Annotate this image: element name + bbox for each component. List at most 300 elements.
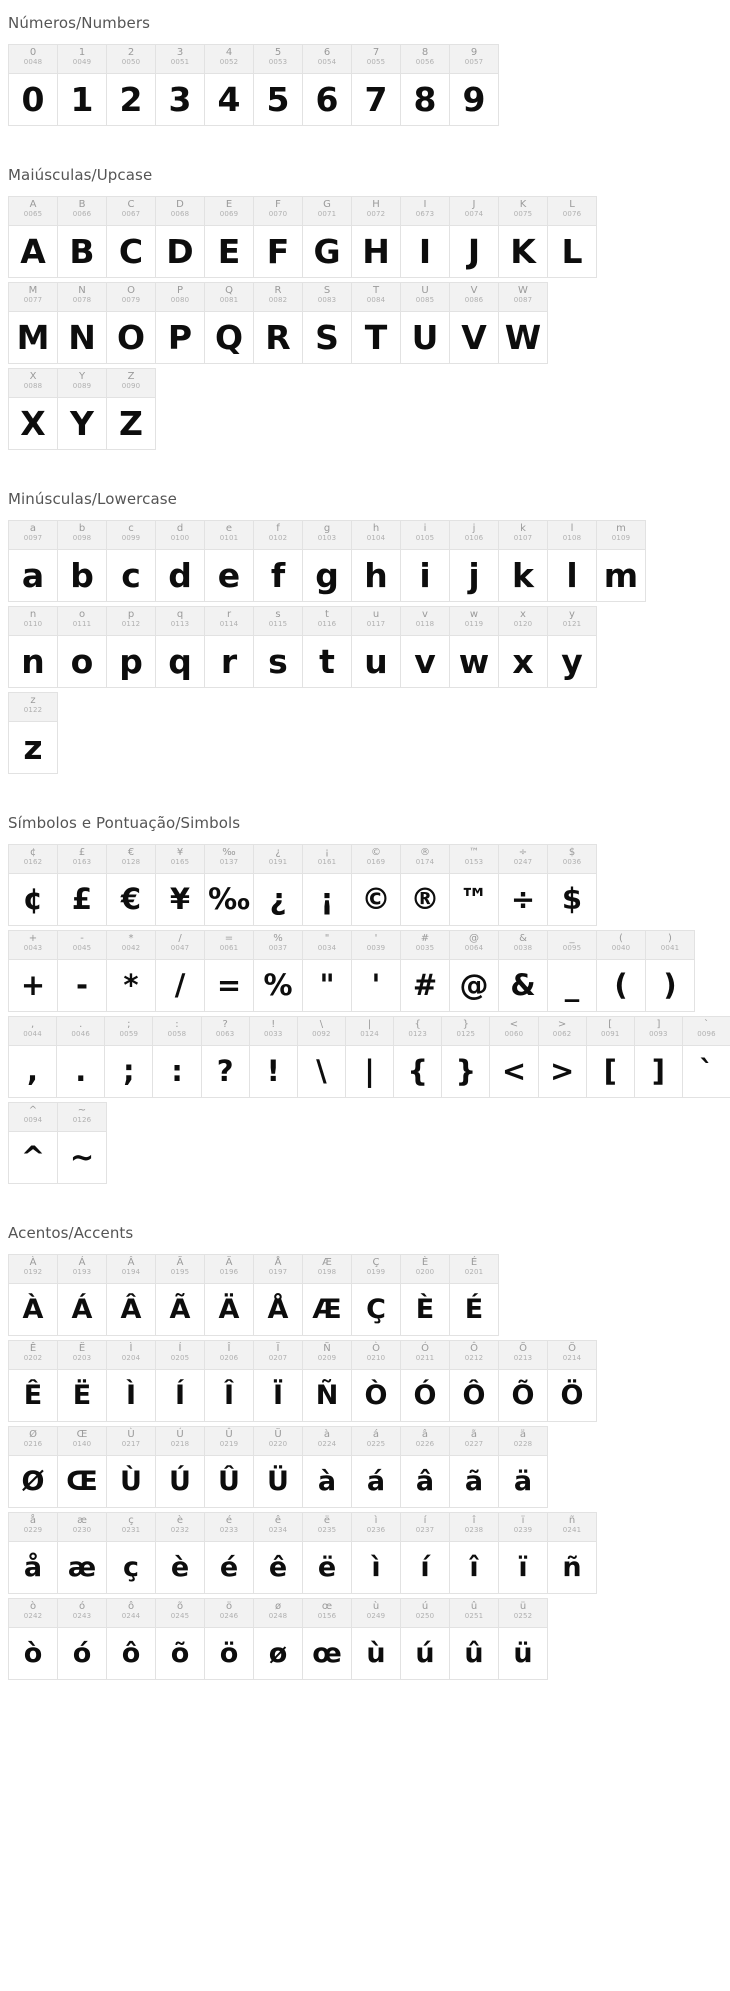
- glyph-code: 0104: [366, 534, 386, 542]
- glyph-cell[interactable]: [8, 1102, 58, 1184]
- glyph-char-large: £: [71, 882, 93, 916]
- glyph-code: 0038: [513, 944, 533, 952]
- glyph-code: 0048: [23, 58, 43, 66]
- glyph-cell[interactable]: [498, 844, 548, 926]
- glyph-meta: [401, 283, 449, 312]
- glyph-char-small: Å: [274, 1257, 282, 1268]
- glyph-char-large: a: [21, 556, 45, 595]
- glyph-cell[interactable]: [56, 1016, 105, 1098]
- glyph-cell[interactable]: [106, 1598, 156, 1680]
- glyph-cell[interactable]: [106, 196, 156, 278]
- glyph-cell[interactable]: [547, 1512, 597, 1594]
- glyph-cell[interactable]: [547, 196, 597, 278]
- glyph-cell[interactable]: [8, 1512, 58, 1594]
- glyph-char-large: I: [418, 232, 432, 271]
- glyph-cell[interactable]: [400, 44, 450, 126]
- glyph-meta: [303, 845, 351, 874]
- glyph-cell[interactable]: [400, 196, 450, 278]
- glyph-cell[interactable]: [204, 1598, 254, 1680]
- glyph-cell[interactable]: [498, 520, 548, 602]
- glyph-cell[interactable]: [253, 1512, 303, 1594]
- glyph-code: 0081: [219, 296, 239, 304]
- glyph-cell[interactable]: [302, 1426, 352, 1508]
- glyph-code: 0060: [504, 1030, 524, 1038]
- glyph-char-small: ç: [128, 1515, 134, 1526]
- glyph-char-large: Ú: [169, 1466, 191, 1497]
- glyph-code: 0071: [317, 210, 337, 218]
- glyph-char-small: ò: [29, 1601, 37, 1612]
- glyph-char-large: <: [501, 1054, 527, 1088]
- glyph-cell[interactable]: [302, 606, 352, 688]
- glyph-cell[interactable]: [498, 196, 548, 278]
- glyph-cell[interactable]: [8, 368, 58, 450]
- glyph-meta: [58, 931, 106, 960]
- glyph-code: 0226: [415, 1440, 435, 1448]
- glyph-cell[interactable]: [498, 1426, 548, 1508]
- glyph-cell[interactable]: [57, 844, 107, 926]
- glyph-cell[interactable]: [106, 282, 156, 364]
- glyph-cell[interactable]: [204, 1340, 254, 1422]
- glyph-cell[interactable]: [204, 520, 254, 602]
- glyph-cell[interactable]: [155, 1426, 205, 1508]
- glyph-char-large: ): [663, 968, 677, 1002]
- glyph-cell[interactable]: [57, 1426, 107, 1508]
- glyph-cell[interactable]: [302, 1512, 352, 1594]
- glyph-char-large: $: [561, 882, 583, 916]
- glyph-cell[interactable]: [351, 1598, 401, 1680]
- glyph-char-small: C: [127, 199, 135, 210]
- glyph-char-small: ø: [274, 1601, 282, 1612]
- glyph-cell[interactable]: [253, 196, 303, 278]
- glyph-cell[interactable]: [302, 844, 352, 926]
- glyph-cell[interactable]: [253, 844, 303, 926]
- glyph-char-small: u: [372, 609, 380, 620]
- glyph-cell[interactable]: [449, 44, 499, 126]
- glyph-cell[interactable]: [351, 1426, 401, 1508]
- glyph-cell[interactable]: [106, 844, 156, 926]
- glyph-cell[interactable]: [547, 1340, 597, 1422]
- glyph-meta: [9, 931, 57, 960]
- glyph-char-small: Ú: [176, 1429, 184, 1440]
- glyph-cell[interactable]: [498, 282, 548, 364]
- glyph-meta: [9, 283, 57, 312]
- glyph-cell[interactable]: [489, 1016, 538, 1098]
- glyph-cell[interactable]: [297, 1016, 346, 1098]
- glyph-cell[interactable]: [106, 1512, 156, 1594]
- glyph-cell[interactable]: [400, 606, 450, 688]
- glyph-char-large: ^: [20, 1140, 46, 1174]
- glyph-cell[interactable]: [547, 844, 597, 926]
- glyph-meta: [254, 931, 302, 960]
- glyph-code: 0228: [513, 1440, 533, 1448]
- glyph-char-small: ä: [519, 1429, 527, 1440]
- glyph-code: 0214: [562, 1354, 582, 1362]
- glyph-cell[interactable]: [8, 930, 58, 1012]
- glyph-cell[interactable]: [204, 1426, 254, 1508]
- glyph-meta: [107, 607, 155, 636]
- glyph-cell[interactable]: [302, 44, 352, 126]
- glyph-cell[interactable]: [351, 844, 401, 926]
- glyph-char-large: 1: [70, 80, 94, 119]
- glyph-cell[interactable]: [449, 282, 499, 364]
- glyph-cell[interactable]: [155, 930, 205, 1012]
- glyph-meta: [401, 1255, 449, 1284]
- glyph-char-small: Ü: [274, 1429, 282, 1440]
- glyph-cell[interactable]: [204, 606, 254, 688]
- glyph-meta: [254, 197, 302, 226]
- section-title: Números/Numbers: [8, 14, 151, 32]
- glyph-cell[interactable]: [449, 1254, 499, 1336]
- glyph-cell[interactable]: [106, 606, 156, 688]
- glyph-code: 0235: [317, 1526, 337, 1534]
- glyph-cell[interactable]: [400, 930, 450, 1012]
- glyph-cell[interactable]: [253, 1426, 303, 1508]
- glyph-cell[interactable]: [682, 1016, 730, 1098]
- glyph-cell[interactable]: [302, 196, 352, 278]
- glyph-char-large: Õ: [511, 1380, 535, 1411]
- glyph-cell[interactable]: [8, 606, 58, 688]
- glyph-char-large: d: [168, 556, 192, 595]
- glyph-cell[interactable]: [351, 606, 401, 688]
- glyph-meta: [107, 197, 155, 226]
- glyph-cell[interactable]: [400, 520, 450, 602]
- glyph-cell[interactable]: [351, 44, 401, 126]
- glyph-char-large: +: [20, 968, 46, 1002]
- glyph-cell[interactable]: [253, 520, 303, 602]
- glyph-char-large: `: [699, 1054, 714, 1088]
- glyph-cell[interactable]: [8, 1598, 58, 1680]
- glyph-cell[interactable]: [8, 1254, 58, 1336]
- glyph-meta: [548, 521, 596, 550]
- glyph-cell[interactable]: [155, 44, 205, 126]
- glyph-cell[interactable]: [57, 1598, 107, 1680]
- glyph-cell[interactable]: [351, 930, 401, 1012]
- glyph-code: 0209: [317, 1354, 337, 1362]
- glyph-cell[interactable]: [57, 1102, 107, 1184]
- glyph-cell[interactable]: [400, 844, 450, 926]
- glyph-meta: [205, 607, 253, 636]
- glyph-cell[interactable]: [8, 692, 58, 774]
- glyph-cell[interactable]: [106, 44, 156, 126]
- glyph-char-small: %: [273, 933, 283, 944]
- glyph-cell[interactable]: [8, 1016, 57, 1098]
- glyph-cell[interactable]: [249, 1016, 298, 1098]
- glyph-cell[interactable]: [106, 1340, 156, 1422]
- glyph-char-small: ì: [374, 1515, 378, 1526]
- glyph-cell[interactable]: [253, 282, 303, 364]
- glyph-meta: [254, 607, 302, 636]
- glyph-cell[interactable]: [449, 1598, 499, 1680]
- glyph-cell[interactable]: [586, 1016, 635, 1098]
- glyph-cell[interactable]: [302, 1598, 352, 1680]
- glyph-cell[interactable]: [8, 844, 58, 926]
- glyph-char-large: ,: [27, 1054, 39, 1088]
- glyph-cell[interactable]: [57, 1254, 107, 1336]
- glyph-char-small: h: [372, 523, 380, 534]
- glyph-cell[interactable]: [253, 1598, 303, 1680]
- glyph-char-large: (: [614, 968, 628, 1002]
- glyph-char-large: Ö: [560, 1380, 584, 1411]
- glyph-meta: [499, 197, 547, 226]
- glyph-cell[interactable]: [155, 282, 205, 364]
- glyph-cell[interactable]: [8, 282, 58, 364]
- glyph-code: 0058: [167, 1030, 187, 1038]
- glyph-meta: [597, 521, 645, 550]
- glyph-cell[interactable]: [393, 1016, 442, 1098]
- glyph-meta: [9, 521, 57, 550]
- glyph-cell[interactable]: [106, 368, 156, 450]
- glyph-cell[interactable]: [204, 196, 254, 278]
- glyph-cell[interactable]: [253, 1340, 303, 1422]
- glyph-grid: [8, 44, 730, 126]
- glyph-meta: [9, 845, 57, 874]
- glyph-code: 0128: [121, 858, 141, 866]
- glyph-cell[interactable]: [253, 606, 303, 688]
- glyph-code: 0195: [170, 1268, 190, 1276]
- glyph-cell[interactable]: [204, 1254, 254, 1336]
- glyph-cell[interactable]: [351, 1512, 401, 1594]
- glyph-meta: [9, 45, 57, 74]
- glyph-cell[interactable]: [57, 368, 107, 450]
- glyph-cell[interactable]: [106, 520, 156, 602]
- glyph-char-small: Ñ: [323, 1343, 331, 1354]
- glyph-cell[interactable]: [204, 44, 254, 126]
- glyph-cell[interactable]: [253, 44, 303, 126]
- glyph-cell[interactable]: [57, 282, 107, 364]
- glyph-cell[interactable]: [155, 196, 205, 278]
- glyph-cell[interactable]: [106, 930, 156, 1012]
- glyph-code: 0078: [72, 296, 92, 304]
- glyph-code: 0063: [215, 1030, 235, 1038]
- glyph-cell[interactable]: [449, 1340, 499, 1422]
- glyph-cell[interactable]: [547, 520, 597, 602]
- glyph-cell[interactable]: [351, 1254, 401, 1336]
- glyph-meta: [548, 845, 596, 874]
- glyph-cell[interactable]: [634, 1016, 683, 1098]
- glyph-char-small: z: [30, 695, 36, 706]
- glyph-cell[interactable]: [345, 1016, 394, 1098]
- glyph-cell[interactable]: [400, 1254, 450, 1336]
- glyph-cell[interactable]: [351, 520, 401, 602]
- glyph-char-large: Ñ: [315, 1380, 339, 1411]
- glyph-meta: [205, 521, 253, 550]
- glyph-cell[interactable]: [155, 1340, 205, 1422]
- glyph-meta: [450, 521, 498, 550]
- glyph-section-accents: [0, 1224, 730, 1706]
- glyph-cell[interactable]: [106, 1426, 156, 1508]
- glyph-char-small: Ä: [225, 1257, 233, 1268]
- glyph-char-small: A: [29, 199, 37, 210]
- glyph-cell[interactable]: [498, 930, 548, 1012]
- glyph-code: 0100: [170, 534, 190, 542]
- glyph-cell[interactable]: [302, 1340, 352, 1422]
- glyph-cell[interactable]: [204, 1512, 254, 1594]
- glyph-code: 0047: [170, 944, 190, 952]
- glyph-char-small: M: [28, 285, 38, 296]
- glyph-char-large: ¿: [269, 882, 287, 916]
- glyph-cell[interactable]: [645, 930, 695, 1012]
- glyph-cell[interactable]: [400, 1598, 450, 1680]
- glyph-char-small: s: [275, 609, 281, 620]
- glyph-cell[interactable]: [449, 844, 499, 926]
- glyph-cell[interactable]: [204, 930, 254, 1012]
- glyph-cell[interactable]: [302, 282, 352, 364]
- glyph-char-small: e: [225, 523, 233, 534]
- glyph-code: 0044: [23, 1030, 42, 1038]
- glyph-meta: [107, 521, 155, 550]
- glyph-cell[interactable]: [449, 520, 499, 602]
- glyph-char-small: ¿: [275, 847, 281, 858]
- glyph-char-small: Î: [227, 1343, 231, 1354]
- glyph-cell[interactable]: [8, 1340, 58, 1422]
- glyph-code: 0249: [366, 1612, 386, 1620]
- glyph-meta: [205, 845, 253, 874]
- glyph-cell[interactable]: [57, 606, 107, 688]
- glyph-cell[interactable]: [498, 1512, 548, 1594]
- glyph-cell[interactable]: [400, 1340, 450, 1422]
- glyph-cell[interactable]: [302, 1254, 352, 1336]
- glyph-meta: [394, 1017, 441, 1046]
- glyph-row: [8, 844, 730, 926]
- glyph-row: [8, 1512, 730, 1594]
- glyph-code: 0118: [415, 620, 435, 628]
- glyph-meta: [58, 1103, 106, 1132]
- glyph-char-large: Œ: [66, 1466, 98, 1497]
- glyph-char-small: á: [372, 1429, 380, 1440]
- glyph-cell[interactable]: [155, 520, 205, 602]
- glyph-cell[interactable]: [155, 1598, 205, 1680]
- glyph-char-large: Y: [70, 404, 94, 443]
- glyph-meta: [156, 1599, 204, 1628]
- glyph-cell[interactable]: [449, 606, 499, 688]
- glyph-cell[interactable]: [106, 1254, 156, 1336]
- glyph-cell[interactable]: [596, 520, 646, 602]
- glyph-meta: [156, 197, 204, 226]
- glyph-cell[interactable]: [57, 196, 107, 278]
- glyph-char-small: S: [323, 285, 331, 296]
- glyph-cell[interactable]: [449, 196, 499, 278]
- glyph-cell[interactable]: [498, 606, 548, 688]
- glyph-meta: [352, 283, 400, 312]
- glyph-meta: [352, 521, 400, 550]
- glyph-cell[interactable]: [449, 1426, 499, 1508]
- glyph-char-large: Û: [218, 1466, 240, 1497]
- glyph-char-large: ü: [513, 1638, 533, 1669]
- glyph-char-large: ã: [464, 1466, 484, 1497]
- glyph-meta: [499, 845, 547, 874]
- glyph-char-large: ö: [219, 1638, 239, 1669]
- glyph-cell[interactable]: [57, 1340, 107, 1422]
- glyph-char-large: ï: [518, 1552, 528, 1583]
- glyph-cell[interactable]: [302, 520, 352, 602]
- glyph-cell[interactable]: [351, 196, 401, 278]
- glyph-cell[interactable]: [104, 1016, 153, 1098]
- glyph-cell[interactable]: [204, 282, 254, 364]
- glyph-cell[interactable]: [155, 1512, 205, 1594]
- glyph-cell[interactable]: [8, 1426, 58, 1508]
- glyph-cell[interactable]: [155, 606, 205, 688]
- glyph-cell[interactable]: [253, 930, 303, 1012]
- glyph-cell[interactable]: [449, 1512, 499, 1594]
- glyph-cell[interactable]: [538, 1016, 587, 1098]
- glyph-cell[interactable]: [155, 844, 205, 926]
- glyph-meta: [450, 1513, 498, 1542]
- glyph-code: 0064: [464, 944, 484, 952]
- glyph-specimen-page: [0, 14, 730, 1706]
- glyph-code: 0211: [415, 1354, 435, 1362]
- glyph-char-large: =: [216, 968, 242, 1002]
- glyph-cell[interactable]: [204, 844, 254, 926]
- glyph-char-large: p: [119, 642, 143, 681]
- glyph-meta: [548, 607, 596, 636]
- glyph-code: 0035: [415, 944, 435, 952]
- glyph-code: 0075: [513, 210, 533, 218]
- glyph-char-large: â: [415, 1466, 435, 1497]
- glyph-char-small: 0: [29, 47, 37, 58]
- glyph-cell[interactable]: [547, 606, 597, 688]
- glyph-code: 0244: [121, 1612, 141, 1620]
- glyph-row: [8, 1340, 730, 1422]
- glyph-cell[interactable]: [57, 520, 107, 602]
- glyph-cell[interactable]: [547, 930, 597, 1012]
- glyph-code: 0072: [366, 210, 386, 218]
- glyph-cell[interactable]: [201, 1016, 250, 1098]
- glyph-cell[interactable]: [155, 1254, 205, 1336]
- glyph-cell[interactable]: [441, 1016, 490, 1098]
- glyph-code: 0199: [366, 1268, 386, 1276]
- glyph-code: 0106: [464, 534, 484, 542]
- glyph-meta: [58, 1341, 106, 1370]
- glyph-cell[interactable]: [152, 1016, 201, 1098]
- glyph-cell[interactable]: [498, 1340, 548, 1422]
- glyph-cell[interactable]: [498, 1598, 548, 1680]
- glyph-code: 0201: [464, 1268, 484, 1276]
- glyph-cell[interactable]: [8, 196, 58, 278]
- glyph-code: 0197: [268, 1268, 288, 1276]
- glyph-meta: [303, 1341, 351, 1370]
- glyph-char-large: n: [21, 642, 45, 681]
- glyph-cell[interactable]: [8, 520, 58, 602]
- glyph-char-large: î: [469, 1552, 479, 1583]
- glyph-char-small: &: [519, 933, 527, 944]
- glyph-meta: [548, 931, 596, 960]
- glyph-char-large: Ù: [120, 1466, 142, 1497]
- glyph-meta: [58, 1255, 106, 1284]
- glyph-char-large: L: [561, 232, 583, 271]
- glyph-char-small: ö: [225, 1601, 233, 1612]
- glyph-char-large: Ã: [169, 1294, 191, 1325]
- glyph-cell[interactable]: [57, 930, 107, 1012]
- glyph-cell[interactable]: [449, 930, 499, 1012]
- glyph-cell[interactable]: [57, 1512, 107, 1594]
- glyph-char-large: ú: [415, 1638, 435, 1669]
- glyph-cell[interactable]: [400, 282, 450, 364]
- glyph-cell[interactable]: [8, 44, 58, 126]
- glyph-cell[interactable]: [400, 1426, 450, 1508]
- glyph-cell[interactable]: [351, 1340, 401, 1422]
- glyph-meta: [156, 1341, 204, 1370]
- glyph-cell[interactable]: [400, 1512, 450, 1594]
- glyph-char-small: L: [569, 199, 575, 210]
- glyph-cell[interactable]: [302, 930, 352, 1012]
- glyph-meta: [597, 931, 645, 960]
- glyph-code: 0040: [611, 944, 631, 952]
- glyph-cell[interactable]: [57, 44, 107, 126]
- glyph-cell[interactable]: [351, 282, 401, 364]
- glyph-cell[interactable]: [596, 930, 646, 1012]
- glyph-cell[interactable]: [253, 1254, 303, 1336]
- glyph-char-large: Ç: [366, 1294, 386, 1325]
